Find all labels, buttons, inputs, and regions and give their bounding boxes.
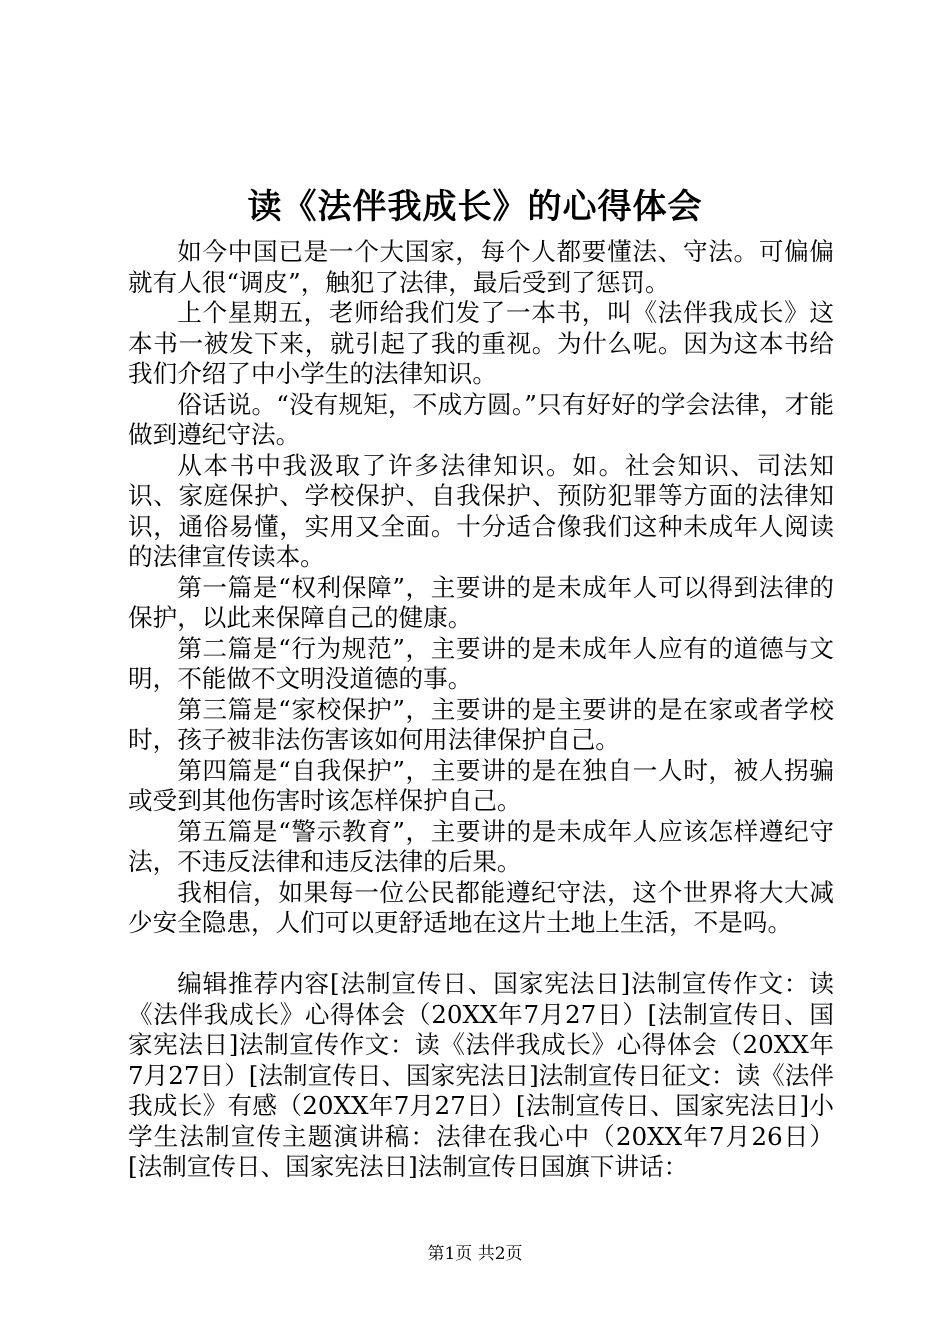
document-body xyxy=(128,237,834,1183)
body-paragraph: 如今中国已是一个大国家，每个人都要懂法、守法。可偏偏就有人很“调皮”，触犯了法律，最后受到了惩罚。 xyxy=(128,237,834,297)
body-paragraph: 第五篇是“警示教育”，主要讲的是未成年人应该怎样遵纪守法，不违反法律和违反法律的后果。 xyxy=(128,816,834,876)
body-paragraph: 我相信，如果每一位公民都能遵纪守法，这个世界将大大减少安全隐患，人们可以更舒适地在这片土地上生活，不是吗。 xyxy=(128,877,834,937)
body-paragraph: 第二篇是“行为规范”，主要讲的是未成年人应有的道德与文明，不能做不文明没道德的事。 xyxy=(128,633,834,693)
recommend-paragraph: 编辑推荐内容[法制宣传日、国家宪法日]法制宣传作文：读《法伴我成长》心得体会（20XX年7月27日）[法制宣传日、国家宪法日]法制宣传作文：读《法伴我成长》心得体会（20XX年7月27日）[法制宣传日、国家宪法日]法制宣传日征文：读《法伴我成长》有感（20XX年7月27日）[法制宣传日、国家宪法日]小学生法制宣传主题演讲稿：法律在我心中（20XX年7月26日）[法制宣传日、国家宪法日]法制宣传日国旗下讲话： xyxy=(128,969,834,1181)
body-paragraph: 第一篇是“权利保障”，主要讲的是未成年人可以得到法律的保护，以此来保障自己的健康。 xyxy=(128,572,834,632)
body-paragraph: 俗话说。“没有规矩，不成方圆。”只有好好的学会法律，才能做到遵纪守法。 xyxy=(128,389,834,449)
page-footer: 第1页 共2页 xyxy=(427,1244,523,1264)
body-paragraph: 第三篇是“家校保护”，主要讲的是主要讲的是在家或者学校时，孩子被非法伤害该如何用法律保护自己。 xyxy=(128,694,834,754)
document-title: 读《法伴我成长》的心得体会 xyxy=(247,187,703,227)
body-paragraph: 上个星期五，老师给我们发了一本书，叫《法伴我成长》这本书一被发下来，就引起了我的重视。为什么呢。因为这本书给我们介绍了中小学生的法律知识。 xyxy=(128,298,834,388)
body-paragraph: 第四篇是“自我保护”，主要讲的是在独自一人时，被人拐骗或受到其他伤害时该怎样保护自己。 xyxy=(128,755,834,815)
paragraph-spacer xyxy=(128,939,834,970)
body-paragraph: 从本书中我汲取了许多法律知识。如。社会知识、司法知识、家庭保护、学校保护、自我保护、预防犯罪等方面的法律知识，通俗易懂，实用又全面。十分适合像我们这种未成年人阅读的法律宣传读本。 xyxy=(128,450,834,571)
